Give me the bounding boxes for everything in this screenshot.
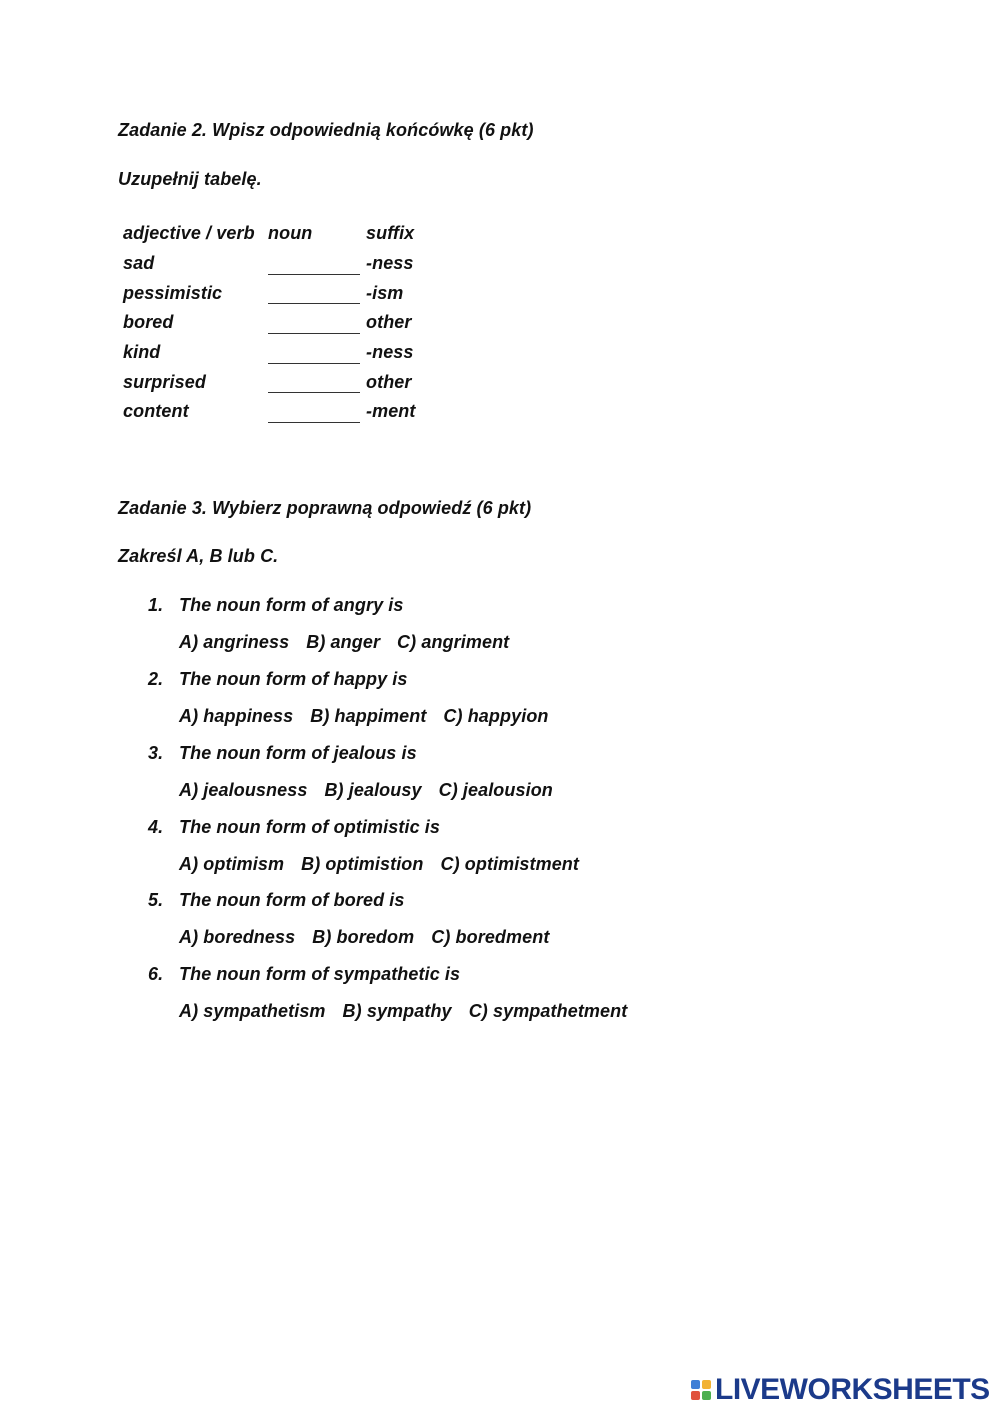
- task2-instruction: Uzupełnij tabelę.: [118, 169, 262, 189]
- option-b[interactable]: B) jealousy: [324, 780, 422, 800]
- question-3: [148, 743, 417, 764]
- option-b[interactable]: B) boredom: [312, 927, 415, 947]
- question-4: [148, 817, 440, 838]
- noun-blank[interactable]: [264, 397, 362, 427]
- header-suffix: suffix: [366, 223, 415, 244]
- question-text: The noun form of angry is: [179, 595, 404, 615]
- question-1: [148, 595, 404, 616]
- option-a[interactable]: A) jealousness: [179, 780, 308, 800]
- options-2: [179, 706, 566, 727]
- question-text: The noun form of jealous is: [179, 743, 417, 763]
- question-6: [148, 964, 460, 985]
- table-row: [118, 278, 446, 308]
- question-text: The noun form of happy is: [179, 669, 408, 689]
- row-word: pessimistic: [123, 282, 223, 303]
- row-suffix: other: [366, 312, 412, 333]
- row-suffix: -ness: [366, 342, 414, 363]
- option-b[interactable]: B) happiment: [310, 706, 427, 726]
- table-row: [118, 397, 446, 427]
- option-b[interactable]: B) optimistion: [301, 854, 424, 874]
- row-word: bored: [123, 312, 174, 333]
- noun-blank[interactable]: [264, 249, 362, 279]
- noun-blank[interactable]: [264, 338, 362, 368]
- question-5: [148, 890, 405, 911]
- task2-title: Zadanie 2. Wpisz odpowiednią końcówkę (6 pkt): [118, 120, 534, 140]
- option-c[interactable]: C) optimistment: [440, 854, 579, 874]
- row-suffix: other: [366, 371, 412, 392]
- options-3: [179, 780, 570, 801]
- task3-title: Zadanie 3. Wybierz poprawną odpowiedź (6 pkt): [118, 498, 532, 518]
- options-1: [179, 632, 526, 653]
- row-suffix: -ness: [366, 253, 414, 274]
- row-word: content: [123, 401, 189, 422]
- noun-blank[interactable]: [264, 308, 362, 338]
- option-a[interactable]: A) boredness: [179, 927, 296, 947]
- question-number: 1.: [148, 595, 164, 615]
- word-formation-table: [118, 219, 446, 427]
- options-6: [179, 1001, 644, 1022]
- question-2: [148, 669, 408, 690]
- table-header-row: [118, 219, 446, 249]
- question-number: 6.: [148, 964, 164, 984]
- task3-instruction: Zakreśl A, B lub C.: [118, 546, 279, 566]
- liveworksheets-logo: [691, 1373, 990, 1407]
- options-4: [179, 854, 596, 875]
- question-text: The noun form of bored is: [179, 890, 405, 910]
- row-suffix: -ism: [366, 282, 404, 303]
- logo-text: LIVEWORKSHEETS: [715, 1373, 990, 1406]
- option-a[interactable]: A) sympathetism: [179, 1001, 326, 1021]
- option-c[interactable]: C) happyion: [443, 706, 549, 726]
- noun-blank[interactable]: [264, 278, 362, 308]
- option-a[interactable]: A) optimism: [179, 854, 285, 874]
- question-text: The noun form of optimistic is: [179, 817, 440, 837]
- noun-blank[interactable]: [264, 367, 362, 397]
- option-c[interactable]: C) sympathetment: [468, 1001, 628, 1021]
- option-a[interactable]: A) happiness: [179, 706, 294, 726]
- header-adjective-verb: adjective / verb: [123, 223, 255, 244]
- table-row: [118, 367, 446, 397]
- question-text: The noun form of sympathetic is: [179, 964, 461, 984]
- table-row: [118, 249, 446, 279]
- option-c[interactable]: C) jealousion: [438, 780, 553, 800]
- table-row: [118, 338, 446, 368]
- question-number: 5.: [148, 890, 164, 910]
- logo-mark-icon: [691, 1380, 711, 1400]
- row-word: sad: [123, 253, 155, 274]
- row-word: surprised: [123, 371, 206, 392]
- options-5: [179, 927, 566, 948]
- option-c[interactable]: C) boredment: [431, 927, 550, 947]
- question-number: 3.: [148, 743, 164, 763]
- row-suffix: -ment: [366, 401, 416, 422]
- table-row: [118, 308, 446, 338]
- question-number: 4.: [148, 817, 164, 837]
- option-b[interactable]: B) anger: [306, 632, 381, 652]
- option-b[interactable]: B) sympathy: [342, 1001, 452, 1021]
- row-word: kind: [123, 342, 161, 363]
- option-a[interactable]: A) angriness: [179, 632, 290, 652]
- option-c[interactable]: C) angriment: [397, 632, 510, 652]
- header-noun: noun: [268, 223, 313, 244]
- question-number: 2.: [148, 669, 164, 689]
